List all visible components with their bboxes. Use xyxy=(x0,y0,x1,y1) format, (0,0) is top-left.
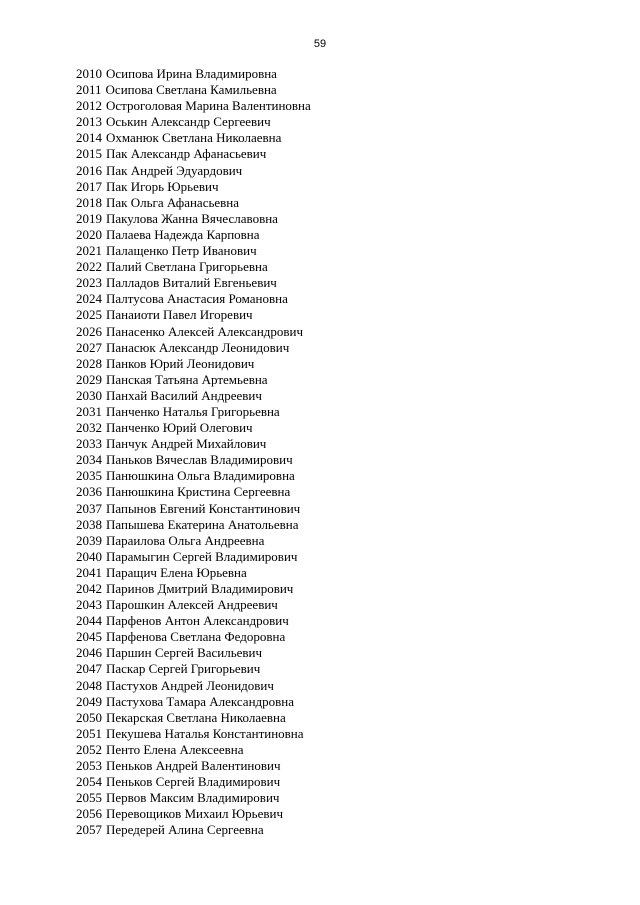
entry-name: Палий Светлана Григорьевна xyxy=(106,259,268,275)
list-item xyxy=(76,742,311,758)
entry-number: 2011 xyxy=(76,82,102,98)
entry-name: Панченко Юрий Олегович xyxy=(106,420,253,436)
entry-number: 2027 xyxy=(76,339,102,355)
entry-number: 2057 xyxy=(76,822,102,838)
list-item xyxy=(76,243,311,259)
list-item xyxy=(76,806,311,822)
list-item xyxy=(76,629,311,645)
entry-name: Первов Максим Владимирович xyxy=(106,790,280,806)
list-item xyxy=(76,581,311,597)
entry-name: Пастухов Андрей Леонидович xyxy=(106,677,274,693)
list-item xyxy=(76,114,311,130)
list-item xyxy=(76,452,311,468)
list-item xyxy=(76,227,311,243)
entry-number: 2033 xyxy=(76,436,102,452)
list-item xyxy=(76,645,311,661)
entry-name: Передерей Алина Сергеевна xyxy=(106,822,264,838)
entry-number: 2040 xyxy=(76,548,102,564)
list-item xyxy=(76,597,311,613)
entry-name: Панюшкина Кристина Сергеевна xyxy=(106,484,291,500)
list-item xyxy=(76,790,311,806)
entry-number: 2051 xyxy=(76,725,102,741)
entry-number: 2028 xyxy=(76,355,102,371)
list-item xyxy=(76,324,311,340)
entry-number: 2047 xyxy=(76,661,102,677)
list-item xyxy=(76,372,311,388)
entry-name: Панков Юрий Леонидович xyxy=(106,355,255,371)
entry-name: Пак Ольга Афанасьевна xyxy=(106,194,240,210)
entry-name: Остроголовая Марина Валентиновна xyxy=(106,98,311,114)
list-item xyxy=(76,179,311,195)
entry-number: 2054 xyxy=(76,774,102,790)
entry-number: 2034 xyxy=(76,452,102,468)
entry-number: 2052 xyxy=(76,741,102,757)
entry-number: 2036 xyxy=(76,484,102,500)
entry-name: Паньков Вячеслав Владимирович xyxy=(106,452,293,468)
entry-name: Палладов Виталий Евгеньевич xyxy=(106,275,277,291)
entry-number: 2012 xyxy=(76,98,102,114)
entry-number: 2043 xyxy=(76,597,102,613)
entry-number: 2013 xyxy=(76,114,102,130)
entry-name: Панасюк Александр Леонидович xyxy=(106,339,290,355)
entry-number: 2046 xyxy=(76,645,102,661)
list-item xyxy=(76,549,311,565)
entry-number: 2041 xyxy=(76,564,102,580)
entry-number: 2014 xyxy=(76,130,102,146)
entry-name: Паршин Сергей Васильевич xyxy=(106,645,263,661)
entry-number: 2016 xyxy=(76,162,102,178)
entry-name: Парошкин Алексей Андреевич xyxy=(106,597,278,613)
entry-name: Папышева Екатерина Анатольевна xyxy=(106,516,299,532)
entry-number: 2018 xyxy=(76,194,102,210)
entry-name: Парфенов Антон Александрович xyxy=(106,613,289,629)
page-number: 59 xyxy=(313,38,327,50)
entry-number: 2015 xyxy=(76,146,102,162)
entry-name: Пенто Елена Алексеевна xyxy=(106,741,244,757)
list-item xyxy=(76,533,311,549)
entry-name: Пеньков Сергей Владимирович xyxy=(106,774,281,790)
list-item xyxy=(76,661,311,677)
entry-name: Папынов Евгений Константинович xyxy=(106,500,301,516)
name-list xyxy=(76,66,311,839)
entry-name: Палаева Надежда Карповна xyxy=(106,226,260,242)
entry-number: 2025 xyxy=(76,307,102,323)
list-item xyxy=(76,82,311,98)
entry-name: Пекушева Наталья Константиновна xyxy=(106,725,304,741)
entry-name: Парамыгин Сергей Владимирович xyxy=(106,548,298,564)
entry-name: Панхай Василий Андреевич xyxy=(106,387,262,403)
list-item xyxy=(76,726,311,742)
entry-name: Палащенко Петр Иванович xyxy=(106,243,257,259)
entry-number: 2029 xyxy=(76,371,102,387)
entry-number: 2049 xyxy=(76,693,102,709)
entry-number: 2020 xyxy=(76,226,102,242)
list-item xyxy=(76,146,311,162)
entry-name: Панчук Андрей Михайлович xyxy=(106,436,267,452)
list-item xyxy=(76,694,311,710)
entry-number: 2030 xyxy=(76,387,102,403)
entry-name: Пеньков Андрей Валентинович xyxy=(106,758,281,774)
list-item xyxy=(76,130,311,146)
entry-number: 2044 xyxy=(76,613,102,629)
entry-number: 2055 xyxy=(76,790,102,806)
list-item xyxy=(76,468,311,484)
entry-name: Парфенова Светлана Федоровна xyxy=(106,629,286,645)
list-item xyxy=(76,420,311,436)
entry-name: Панасенко Алексей Александрович xyxy=(106,323,304,339)
entry-number: 2035 xyxy=(76,468,102,484)
entry-name: Пак Александр Афанасьевич xyxy=(106,146,267,162)
entry-number: 2037 xyxy=(76,500,102,516)
list-item xyxy=(76,436,311,452)
list-item xyxy=(76,356,311,372)
entry-number: 2017 xyxy=(76,178,102,194)
entry-number: 2022 xyxy=(76,259,102,275)
entry-name: Панюшкина Ольга Владимировна xyxy=(106,468,295,484)
list-item xyxy=(76,710,311,726)
entry-number: 2038 xyxy=(76,516,102,532)
entry-number: 2053 xyxy=(76,758,102,774)
list-item xyxy=(76,404,311,420)
entry-name: Панская Татьяна Артемьевна xyxy=(106,371,268,387)
entry-name: Паращич Елена Юрьевна xyxy=(106,564,247,580)
list-item xyxy=(76,275,311,291)
entry-name: Пекарская Светлана Николаевна xyxy=(106,709,286,725)
entry-number: 2023 xyxy=(76,275,102,291)
entry-name: Панченко Наталья Григорьевна xyxy=(106,403,280,419)
entry-name: Пак Андрей Эдуардович xyxy=(106,162,243,178)
list-item xyxy=(76,774,311,790)
entry-number: 2050 xyxy=(76,709,102,725)
entry-name: Осипова Светлана Камильевна xyxy=(105,82,277,98)
list-item xyxy=(76,613,311,629)
entry-name: Осипова Ирина Владимировна xyxy=(106,66,277,81)
list-item xyxy=(76,822,311,838)
list-item xyxy=(76,211,311,227)
entry-number: 2032 xyxy=(76,420,102,436)
list-item xyxy=(76,388,311,404)
list-item xyxy=(76,501,311,517)
entry-name: Панаиоти Павел Игоревич xyxy=(106,307,253,323)
list-item xyxy=(76,307,311,323)
list-item xyxy=(76,163,311,179)
entry-number: 2056 xyxy=(76,806,102,822)
list-item xyxy=(76,291,311,307)
entry-name: Пак Игорь Юрьевич xyxy=(106,178,219,194)
entry-name: Охманюк Светлана Николаевна xyxy=(106,130,282,146)
entry-number: 2031 xyxy=(76,403,102,419)
list-item xyxy=(76,678,311,694)
list-item xyxy=(76,484,311,500)
entry-number: 2026 xyxy=(76,323,102,339)
entry-name: Паринов Дмитрий Владимирович xyxy=(106,581,294,596)
entry-number: 2042 xyxy=(76,581,102,596)
list-item xyxy=(76,565,311,581)
entry-name: Палтусова Анастасия Романовна xyxy=(106,291,288,307)
entry-number: 2019 xyxy=(76,210,102,226)
entry-number: 2039 xyxy=(76,532,102,548)
list-item xyxy=(76,758,311,774)
entry-name: Перевощиков Михаил Юрьевич xyxy=(106,806,283,822)
entry-name: Пакулова Жанна Вячеславовна xyxy=(106,210,278,226)
entry-number: 2048 xyxy=(76,677,102,693)
list-item xyxy=(76,340,311,356)
list-item xyxy=(76,98,311,114)
entry-name: Паскар Сергей Григорьевич xyxy=(106,661,261,677)
entry-name: Пастухова Тамара Александровна xyxy=(106,693,295,709)
entry-name: Параилова Ольга Андреевна xyxy=(106,532,265,548)
list-item xyxy=(76,66,311,82)
entry-number: 2021 xyxy=(76,243,102,259)
list-item xyxy=(76,259,311,275)
list-item xyxy=(76,517,311,533)
list-item xyxy=(76,195,311,211)
entry-number: 2045 xyxy=(76,629,102,645)
entry-number: 2010 xyxy=(76,66,102,81)
entry-name: Оськин Александр Сергеевич xyxy=(106,114,271,130)
entry-number: 2024 xyxy=(76,291,102,307)
